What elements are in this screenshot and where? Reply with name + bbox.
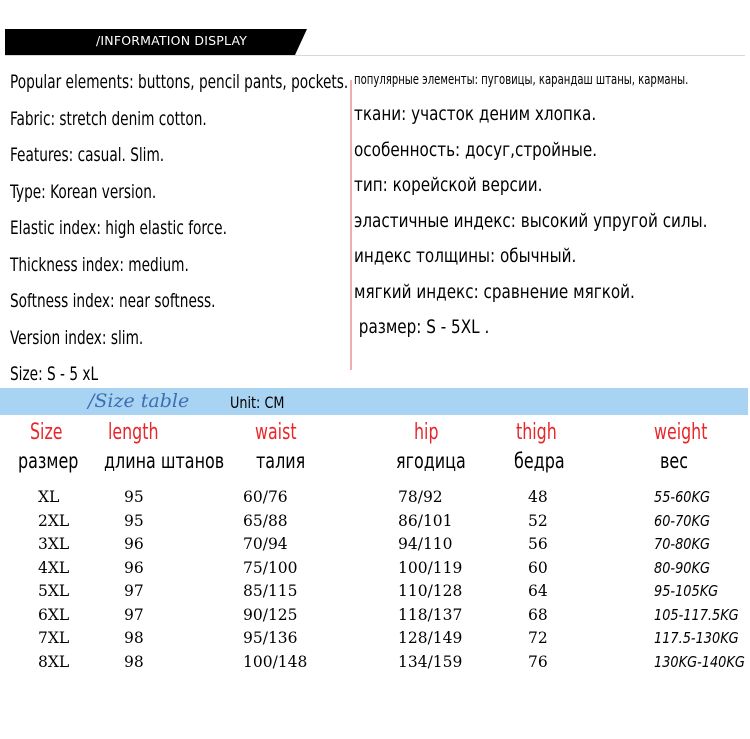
cell-thigh: 64 bbox=[528, 582, 548, 600]
cell-thigh: 56 bbox=[528, 535, 548, 553]
detail-en-fabric: Fabric: stretch denim cotton. bbox=[10, 107, 207, 130]
cell-hip: 86/101 bbox=[398, 511, 453, 530]
cell-waist: 75/100 bbox=[243, 558, 298, 577]
size-table-unit: Unit: CM bbox=[230, 393, 285, 412]
cell-hip: 134/159 bbox=[398, 652, 463, 671]
cell-weight: 105-117.5KG bbox=[654, 605, 739, 624]
col-header-length-ru: длина штанов bbox=[104, 449, 225, 473]
col-header-thigh-ru: бедра bbox=[514, 449, 565, 473]
cell-waist: 60/76 bbox=[243, 488, 288, 506]
cell-waist: 90/125 bbox=[243, 605, 298, 624]
detail-en-features: Features: casual. Slim. bbox=[10, 144, 165, 166]
size-table-rows bbox=[0, 487, 750, 675]
detail-en-softness: Softness index: near softness. bbox=[10, 290, 216, 312]
detail-en-elastic: Elastic index: high elastic force. bbox=[10, 217, 227, 239]
cell-thigh: 72 bbox=[528, 629, 548, 647]
detail-en-popular: Popular elements: buttons, pencil pants, pockets. bbox=[10, 71, 349, 93]
cell-hip: 110/128 bbox=[398, 582, 463, 600]
col-header-hip-ru: ягодица bbox=[396, 449, 466, 473]
cell-size: 2XL bbox=[38, 511, 70, 530]
detail-en-version: Version index: slim. bbox=[10, 326, 144, 349]
cell-length: 95 bbox=[124, 511, 144, 530]
cell-length: 96 bbox=[124, 558, 144, 577]
cell-weight: 117.5-130KG bbox=[654, 629, 739, 647]
cell-thigh: 48 bbox=[528, 488, 548, 506]
detail-en-size: Size: S - 5 xL bbox=[10, 363, 99, 385]
cell-waist: 95/136 bbox=[243, 629, 298, 647]
table-row bbox=[0, 558, 750, 582]
detail-ru-fabric: ткани: участок деним хлопка. bbox=[354, 103, 597, 125]
detail-ru-type: тип: корейской версии. bbox=[354, 174, 543, 196]
cell-size: XL bbox=[38, 488, 60, 506]
table-row bbox=[0, 487, 750, 511]
column-divider bbox=[350, 80, 352, 370]
cell-size: 5XL bbox=[38, 582, 70, 600]
col-header-size-ru: размер bbox=[18, 449, 79, 473]
detail-ru-softness: мягкий индекс: сравнение мягкой. bbox=[354, 280, 635, 303]
cell-length: 95 bbox=[124, 488, 144, 506]
cell-waist: 70/94 bbox=[243, 535, 288, 553]
size-table-title: /Size table bbox=[88, 390, 190, 412]
col-header-weight-ru: вес bbox=[660, 449, 689, 473]
cell-weight: 80-90KG bbox=[654, 558, 710, 577]
table-row bbox=[0, 652, 750, 676]
col-header-length: length bbox=[108, 420, 159, 445]
detail-ru-popular: популярные элементы: пуговицы, карандаш штаны, карманы. bbox=[354, 72, 689, 88]
detail-ru-features: особенность: досуг,стройные. bbox=[354, 138, 598, 161]
col-header-waist: waist bbox=[255, 420, 297, 445]
detail-ru-size: размер: S - 5XL . bbox=[358, 316, 490, 338]
cell-weight: 130KG-140KG bbox=[654, 652, 745, 671]
cell-waist: 85/115 bbox=[243, 582, 298, 600]
table-row bbox=[0, 511, 750, 535]
col-header-size: Size bbox=[30, 420, 63, 445]
cell-size: 3XL bbox=[38, 535, 70, 553]
cell-waist: 100/148 bbox=[243, 652, 308, 671]
cell-size: 8XL bbox=[38, 652, 70, 671]
table-row bbox=[0, 534, 750, 558]
details-ru bbox=[354, 100, 750, 349]
cell-hip: 94/110 bbox=[398, 535, 453, 553]
table-row bbox=[0, 581, 750, 605]
table-row bbox=[0, 605, 750, 629]
cell-size: 4XL bbox=[38, 558, 70, 577]
col-header-thigh: thigh bbox=[516, 420, 557, 445]
cell-weight: 70-80KG bbox=[654, 535, 710, 553]
cell-size: 6XL bbox=[38, 605, 70, 624]
cell-waist: 65/88 bbox=[243, 511, 288, 530]
table-row bbox=[0, 628, 750, 652]
detail-ru-thickness: индекс толщины: обычный. bbox=[354, 245, 577, 267]
col-header-weight: weight bbox=[654, 420, 708, 445]
cell-weight: 95-105KG bbox=[654, 582, 719, 600]
cell-length: 98 bbox=[124, 652, 144, 671]
cell-thigh: 76 bbox=[528, 652, 548, 671]
cell-weight: 55-60KG bbox=[654, 488, 710, 506]
cell-hip: 100/119 bbox=[398, 558, 463, 577]
cell-hip: 78/92 bbox=[398, 488, 443, 506]
detail-en-thickness: Thickness index: medium. bbox=[10, 253, 189, 276]
cell-weight: 60-70KG bbox=[654, 511, 710, 530]
cell-thigh: 52 bbox=[528, 511, 548, 530]
cell-thigh: 68 bbox=[528, 605, 548, 624]
detail-ru-elastic: эластичные индекс: высокий упругой силы. bbox=[354, 209, 708, 232]
detail-en-type: Type: Korean version. bbox=[10, 180, 157, 203]
cell-length: 96 bbox=[124, 535, 144, 553]
cell-hip: 128/149 bbox=[398, 629, 463, 647]
cell-thigh: 60 bbox=[528, 558, 548, 577]
cell-hip: 118/137 bbox=[398, 605, 463, 624]
col-header-hip: hip bbox=[414, 420, 439, 445]
info-banner-title: /INFORMATION DISPLAY bbox=[96, 33, 248, 48]
cell-length: 97 bbox=[124, 582, 144, 600]
cell-size: 7XL bbox=[38, 629, 70, 647]
cell-length: 97 bbox=[124, 605, 144, 624]
col-header-waist-ru: талия bbox=[256, 449, 306, 473]
banner-rule bbox=[5, 55, 745, 56]
cell-length: 98 bbox=[124, 629, 144, 647]
